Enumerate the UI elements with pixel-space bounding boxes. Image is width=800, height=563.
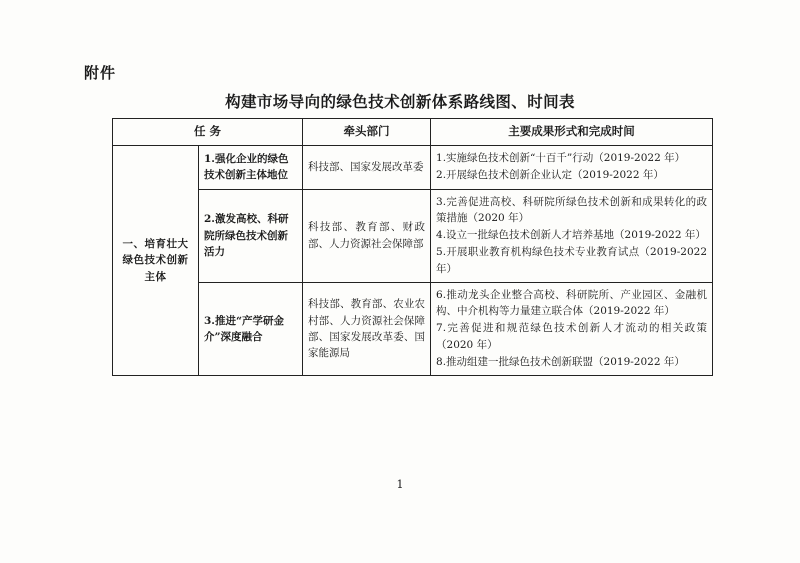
column-header-lead-dept: 牵头部门 [303, 119, 431, 146]
outcome-item: 8.推动组建一批绿色技术创新联盟（2019-2022 年） [436, 355, 685, 368]
outcome-item: 3.完善促进高校、科研院所绿色技术创新和成果转化的政策措施（2020 年） [436, 195, 708, 224]
roadmap-table [112, 118, 713, 376]
outcomes-cell [431, 146, 713, 190]
attachment-label: 附件 [84, 64, 117, 82]
lead-dept-cell: 科技部、教育部、财政部、人力资源社会保障部 [303, 189, 431, 282]
table-header-row [113, 119, 713, 146]
page-number: 1 [396, 478, 404, 491]
outcomes-cell [431, 189, 713, 282]
table-row [113, 189, 713, 282]
column-header-outcomes: 主要成果形式和完成时间 [431, 119, 713, 146]
outcome-item: 2.开展绿色技术创新企业认定（2019-2022 年） [436, 169, 664, 182]
outcome-item: 7.完善促进和规范绿色技术创新人才流动的相关政策（2020 年） [436, 322, 708, 351]
lead-dept-cell: 科技部、国家发展改革委 [303, 146, 431, 190]
sub-task-cell: 1.强化企业的绿色技术创新主体地位 [199, 146, 303, 190]
roadmap-table-container [112, 118, 712, 376]
outcome-item: 4.设立一批绿色技术创新人才培养基地（2019-2022 年） [436, 229, 706, 242]
column-header-task: 任 务 [113, 119, 303, 146]
outcome-item: 6.推动龙头企业整合高校、科研院所、产业园区、金融机构、中介机构等力量建立联合体（2019-2022 年） [436, 288, 708, 318]
table-row [113, 282, 713, 375]
table-row [113, 146, 713, 190]
outcome-item: 1.实施绿色技术创新“十百千”行动（2019-2022 年） [436, 152, 686, 164]
lead-dept-cell: 科技部、教育部、农业农村部、人力资源社会保障部、国家发展改革委、国家能源局 [303, 282, 431, 375]
outcomes-cell [431, 282, 713, 375]
page-title: 构建市场导向的绿色技术创新体系路线图、时间表 [225, 92, 575, 111]
group-label-cell: 一、培育壮大绿色技术创新主体 [113, 146, 199, 376]
sub-task-cell: 3.推进“产学研金介”深度融合 [199, 282, 303, 375]
sub-task-cell: 2.激发高校、科研院所绿色技术创新活力 [199, 189, 303, 282]
outcome-item: 5.开展职业教育机构绿色技术专业教育试点（2019-2022 年） [436, 246, 708, 275]
